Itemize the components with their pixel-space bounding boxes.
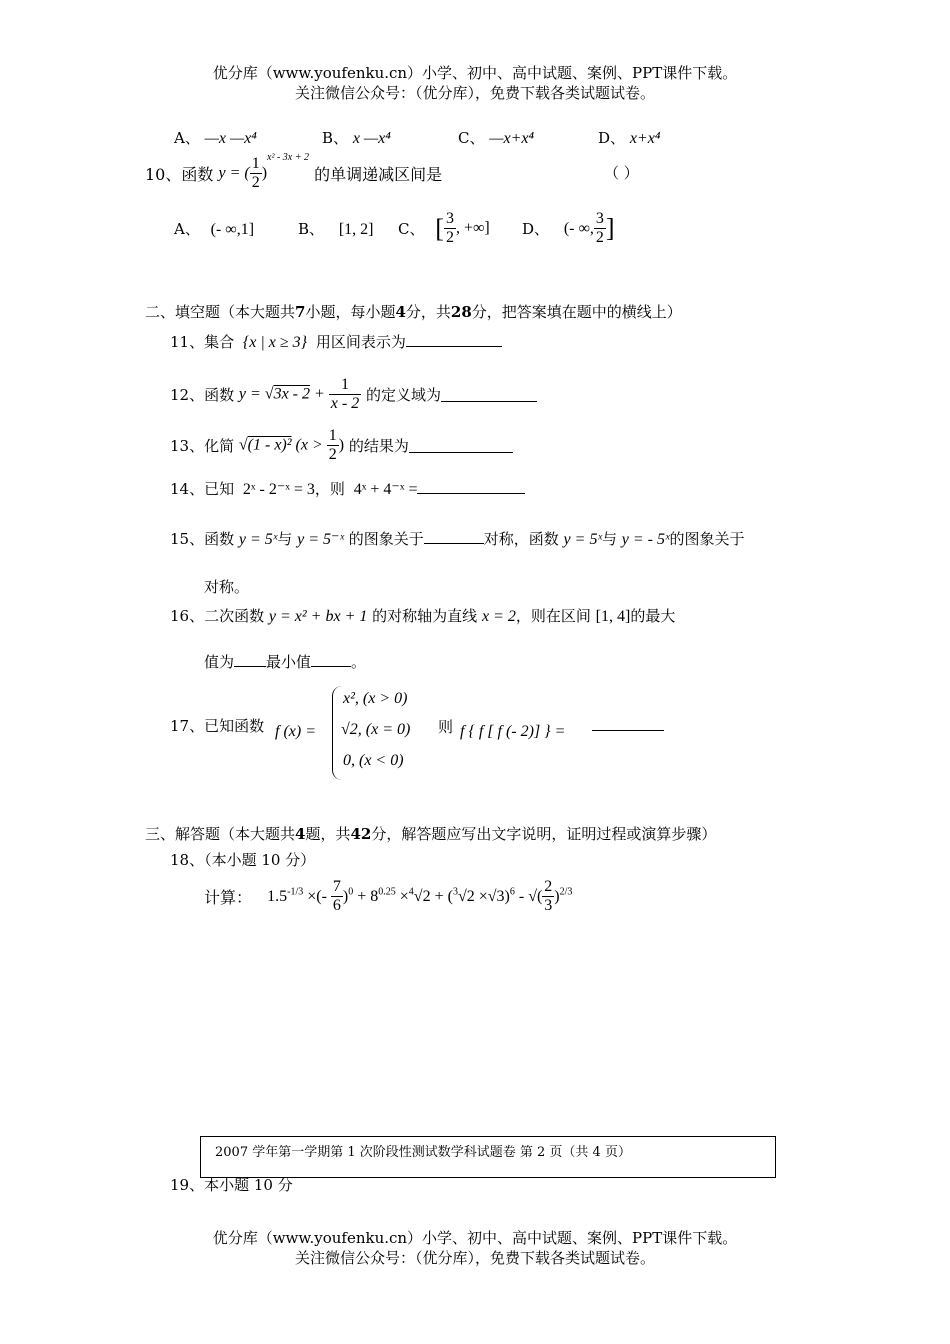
question-12 [170,376,537,413]
q15-answer-blank-1[interactable] [424,529,484,544]
q17-then: 则 [438,718,454,736]
q13-answer-blank[interactable] [409,438,513,453]
q10-option-a [174,218,254,239]
q18-fraction-2: $\frac{2}{3}$ [544,878,553,914]
section-count: 7 [295,303,306,321]
option-label: A、 [174,220,200,238]
q15-text: 的图象关于 [348,530,424,548]
q10-tail: 的单调递减区间是 [314,165,443,184]
section-text: 分，共 [405,303,451,321]
question-15 [170,528,745,549]
q14-math-1: 2ˣ - 2⁻ˣ = 3 [242,481,315,498]
option-label: C、 [458,129,485,147]
section-text: 三、解答题（本大题共 [145,825,296,843]
question-11 [170,331,502,352]
q15-math-1: y = 5ˣ [238,531,278,548]
q17-answer-blank[interactable] [592,729,664,731]
q15-math-4: y = - 5ˣ [621,531,670,548]
section-total: 42 [350,825,372,843]
section-text: 分，解答题应写出文字说明，证明过程或演算步骤） [371,825,717,843]
section-text: 小题，每小题 [305,303,396,321]
q17-expr: f { f [ f (- 2)] } = [460,723,566,740]
q15-label: 15、函数 [170,530,235,548]
q16-line-2 [204,651,366,672]
option-label: D、 [598,129,626,147]
q16-math-1: y = x² + bx + 1 [268,608,368,625]
option-label: B、 [298,220,325,238]
q9-option-a [174,127,257,148]
q15-line-2: 对称。 [204,578,250,596]
q9-option-c [458,127,534,148]
option-math: x —x⁴ [352,130,391,147]
q18-calc-label: 计算： [204,888,253,907]
question-16 [170,605,675,626]
option-math: —x+x⁴ [489,130,535,147]
header-line-1: 优分库（www.youfenku.cn）小学、初中、高中试题、案例、PPT课件下载。 [212,64,738,82]
option-math: x+x⁴ [629,130,661,147]
section-3-title [145,823,716,844]
q16-text: 的最大 [630,607,676,625]
footer-line-1: 优分库（www.youfenku.cn）小学、初中、高中试题、案例、PPT课件下载。 [212,1229,738,1247]
q19-label: 19、本小题 10 分 [170,1176,293,1194]
section-text: 二、填空题（本大题共 [145,303,296,321]
footer-line-2: 关注微信公众号：（优分库），免费下载各类试题试卷。 [294,1249,655,1267]
q17-case-2: √2, (x = 0) [341,721,411,738]
section-2-title [145,301,682,322]
section-each: 4 [395,303,406,321]
q16-text: 值为 [204,653,235,671]
q9-option-d [598,127,660,148]
q18-fraction-1: $\frac{7}{6}$ [332,878,341,914]
option-math: —x —x⁴ [204,130,257,147]
q15-math-2: y = 5⁻ˣ [297,531,344,548]
q12-formula: y = √3x - 2 + [238,385,329,403]
q13-formula: √(1 - x)² (x > [238,436,327,454]
q17-case-3: 0, (x < 0) [343,752,404,769]
q16-max-blank[interactable] [234,652,266,667]
q12-fraction: $\frac{1}{x - 2}$ [330,376,360,412]
q10-fraction: $\frac{1}{2}$ [251,155,260,191]
header-line-2: 关注微信公众号：（优分库），免费下载各类试题试卷。 [294,84,655,102]
q16-label: 16、二次函数 [170,607,265,625]
q15-text: 对称，函数 [483,530,559,548]
q11-math: {x | x ≥ 3} [242,334,308,351]
q11-label: 11、集合 [170,333,235,351]
q16-text: ，则在区间 [515,607,591,625]
q14-math-2: 4ˣ + 4⁻ˣ = [353,481,418,498]
q18-label: 18、（本小题 10 分） [170,851,316,869]
q16-text: 。 [351,653,367,671]
q17-fx: f (x) = [275,723,316,740]
q10-option-b [298,218,373,239]
section-count: 4 [295,825,306,843]
q15-math-3: y = 5ˣ [563,531,602,548]
q16-text: 最小值 [266,653,312,671]
q14-mid: ，则 [314,480,345,498]
question-13: 13、化简 √(1 - x)² (x > $\frac{1}{2}$ ) 的结果为 [170,427,513,464]
q10-option-c: C、 [ $\frac{3}{2}$ , +∞] [398,210,490,246]
option-math: (- ∞, [563,219,594,237]
option-label: B、 [322,129,349,147]
option-label: C、 [398,220,425,238]
q16-math-2: x = 2 [481,608,516,625]
q18-expression: $1.5^{-1/3}$ ×(- [267,886,331,906]
page-info-box: 2007 学年第一学期第 1 次阶段性测试数学科试题卷 第 2 页（共 4 页） [200,1136,776,1178]
q10-answer-paren: （ ） [604,164,639,182]
option-label: D、 [522,220,550,238]
q16-min-blank[interactable] [311,652,351,667]
question-10: 10、函数 y = ( $\frac{1}{2}$ )$^{x^2 - 3x + 2}$ 的单调递减区间是 [145,152,443,191]
option-math: [1, 2] [338,221,374,238]
q15-text: 的图象关于 [669,530,745,548]
q16-math-3: [1, 4] [595,608,631,625]
option-math: +∞] [463,219,490,237]
option-math: (- ∞,1] [210,221,255,238]
q11-answer-blank[interactable] [406,332,502,347]
q12-answer-blank[interactable] [441,387,537,402]
q12-tail: 的定义域为 [366,386,442,404]
question-14 [170,478,525,499]
section-text: 分，把答案填在题中的横线上） [471,303,682,321]
q9-option-b [322,127,391,148]
q13-label: 13、化简 [170,437,235,455]
q10-exponent: x² - 3x + 2 [267,152,309,163]
q17-case-1: x², (x > 0) [343,690,408,707]
q13-tail: 的结果为 [348,437,409,455]
q10-option-d: D、 (- ∞, $\frac{3}{2}$ ] [522,210,615,246]
q16-text: 的对称轴为直线 [372,607,478,625]
q14-answer-blank[interactable] [417,479,525,494]
q17-label: 17、已知函数 [170,717,265,735]
q12-label: 12、函数 [170,386,235,404]
q14-label: 14、已知 [170,480,235,498]
q18-calc: 计算： $1.5^{-1/3}$ ×(- $\frac{7}{6}$ )$^0 + 8^{0.25} \times^4√2 + (^3√2 \times√3)^6$ - √( $\frac{2}{3}$ )$^{2/3}$ [204,878,573,914]
q10-formula: y = ( [218,164,250,182]
q11-tail: 用区间表示为 [315,333,406,351]
q15-text: 与 [601,530,617,548]
option-label: A、 [174,129,200,147]
q15-text: 与 [277,530,293,548]
q10-label: 10、函数 [145,165,214,184]
section-text: 题，共 [305,825,351,843]
section-total: 28 [450,303,472,321]
q13-fraction: $\frac{1}{2}$ [328,427,337,463]
